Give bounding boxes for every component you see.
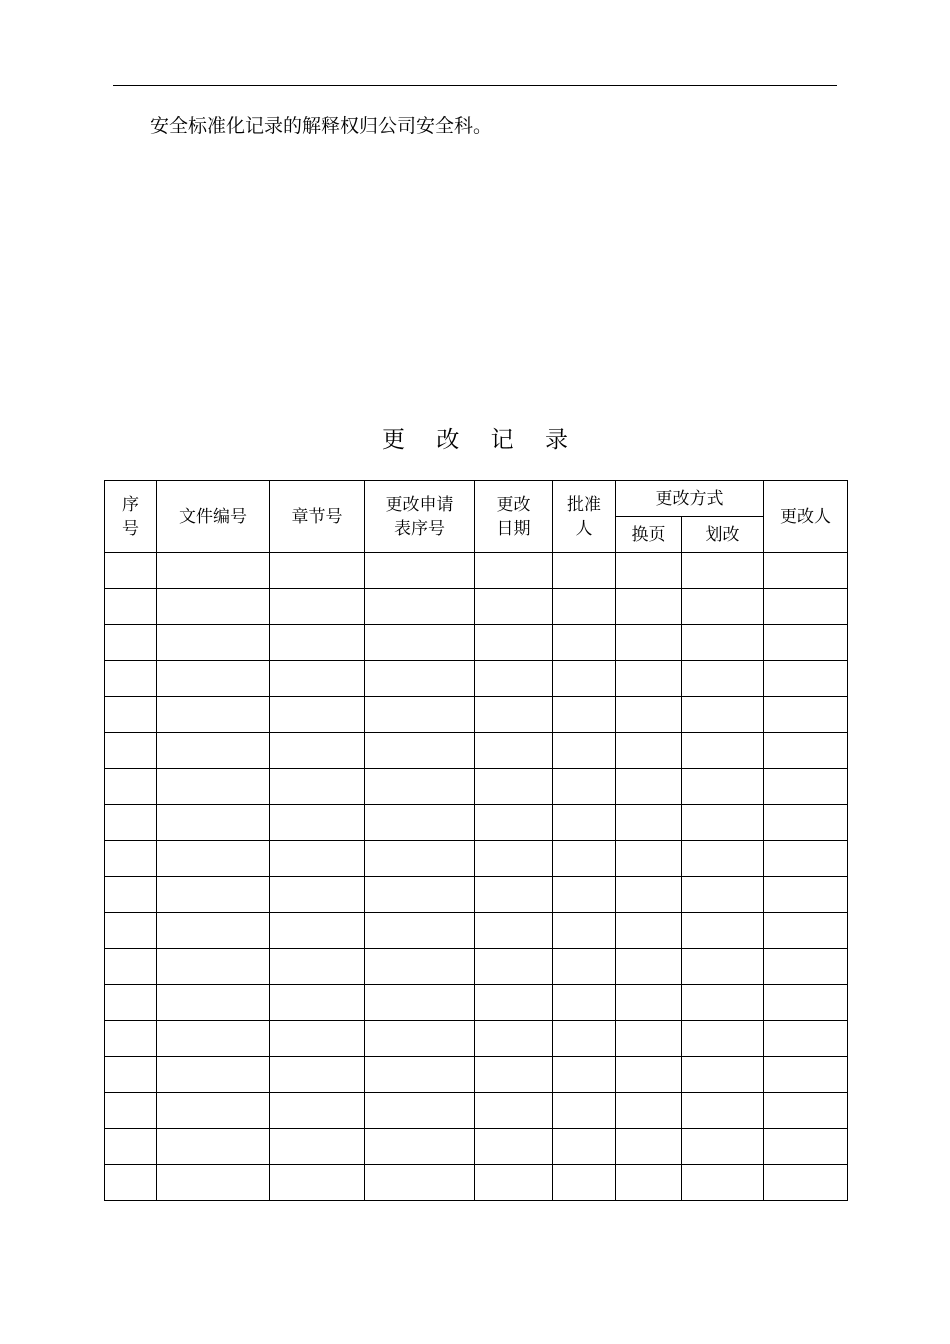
cell-section-no: [270, 805, 365, 841]
cell-approver: [553, 1093, 616, 1129]
cell-section-no: [270, 985, 365, 1021]
cell-file-no: [157, 841, 270, 877]
cell-changer: [764, 1021, 848, 1057]
cell-section-no: [270, 733, 365, 769]
cell-seq: [105, 769, 157, 805]
cell-section-no: [270, 1057, 365, 1093]
cell-approver: [553, 949, 616, 985]
cell-section-no: [270, 1129, 365, 1165]
cell-file-no: [157, 985, 270, 1021]
cell-replace: [616, 1021, 682, 1057]
cell-approver: [553, 589, 616, 625]
cell-section-no: [270, 1165, 365, 1201]
cell-seq: [105, 1057, 157, 1093]
cell-replace: [616, 1129, 682, 1165]
table-row: [105, 553, 848, 589]
cell-change-date: [475, 589, 553, 625]
cell-request-no: [365, 769, 475, 805]
header-file-no: 文件编号: [157, 481, 270, 553]
cell-file-no: [157, 1165, 270, 1201]
cell-request-no: [365, 1129, 475, 1165]
cell-section-no: [270, 661, 365, 697]
header-method: 更改方式: [616, 481, 764, 517]
header-seq-line1: 序: [122, 494, 139, 515]
cell-change-date: [475, 949, 553, 985]
cell-approver: [553, 913, 616, 949]
cell-request-no: [365, 1165, 475, 1201]
cell-change-date: [475, 1021, 553, 1057]
cell-file-no: [157, 805, 270, 841]
table-row: [105, 1165, 848, 1201]
cell-replace: [616, 877, 682, 913]
cell-changer: [764, 1057, 848, 1093]
cell-replace: [616, 697, 682, 733]
cell-seq: [105, 913, 157, 949]
header-rule: [113, 85, 837, 86]
table-row: [105, 1057, 848, 1093]
cell-edit: [682, 1165, 764, 1201]
cell-seq: [105, 589, 157, 625]
cell-request-no: [365, 661, 475, 697]
cell-seq: [105, 985, 157, 1021]
cell-section-no: [270, 1093, 365, 1129]
cell-replace: [616, 985, 682, 1021]
cell-edit: [682, 1021, 764, 1057]
cell-edit: [682, 985, 764, 1021]
cell-changer: [764, 733, 848, 769]
cell-edit: [682, 661, 764, 697]
cell-seq: [105, 841, 157, 877]
cell-change-date: [475, 1093, 553, 1129]
table-row: [105, 697, 848, 733]
header-change-date-line2: 日期: [496, 518, 531, 539]
cell-file-no: [157, 769, 270, 805]
header-change-date-line1: 更改: [496, 494, 531, 515]
header-request-no-line2: 表序号: [394, 518, 445, 539]
cell-replace: [616, 1057, 682, 1093]
cell-replace: [616, 661, 682, 697]
cell-file-no: [157, 553, 270, 589]
cell-seq: [105, 697, 157, 733]
header-seq-line2: 号: [122, 518, 139, 539]
header-approver-line1: 批准: [567, 494, 601, 515]
cell-changer: [764, 661, 848, 697]
cell-changer: [764, 841, 848, 877]
cell-file-no: [157, 625, 270, 661]
cell-changer: [764, 589, 848, 625]
cell-request-no: [365, 1021, 475, 1057]
table-row: [105, 1093, 848, 1129]
cell-edit: [682, 1129, 764, 1165]
cell-edit: [682, 1057, 764, 1093]
table-row: [105, 625, 848, 661]
cell-edit: [682, 1093, 764, 1129]
cell-changer: [764, 985, 848, 1021]
cell-file-no: [157, 949, 270, 985]
cell-seq: [105, 1165, 157, 1201]
cell-change-date: [475, 1129, 553, 1165]
cell-file-no: [157, 733, 270, 769]
cell-section-no: [270, 877, 365, 913]
cell-seq: [105, 733, 157, 769]
cell-request-no: [365, 985, 475, 1021]
cell-approver: [553, 1165, 616, 1201]
cell-edit: [682, 625, 764, 661]
cell-edit: [682, 697, 764, 733]
cell-request-no: [365, 1057, 475, 1093]
cell-change-date: [475, 877, 553, 913]
cell-change-date: [475, 1165, 553, 1201]
cell-file-no: [157, 661, 270, 697]
cell-section-no: [270, 1021, 365, 1057]
cell-approver: [553, 769, 616, 805]
header-request-no: [365, 481, 475, 553]
cell-section-no: [270, 553, 365, 589]
header-changer: 更改人: [764, 481, 848, 553]
cell-seq: [105, 949, 157, 985]
cell-request-no: [365, 589, 475, 625]
header-change-date: [475, 481, 553, 553]
cell-edit: [682, 805, 764, 841]
cell-change-date: [475, 985, 553, 1021]
table-row: [105, 1129, 848, 1165]
cell-seq: [105, 661, 157, 697]
cell-change-date: [475, 1057, 553, 1093]
table-row: [105, 985, 848, 1021]
cell-change-date: [475, 841, 553, 877]
header-request-no-line1: 更改申请: [385, 494, 454, 515]
cell-file-no: [157, 1129, 270, 1165]
cell-edit: [682, 733, 764, 769]
cell-change-date: [475, 913, 553, 949]
cell-approver: [553, 625, 616, 661]
table-row: [105, 733, 848, 769]
cell-section-no: [270, 769, 365, 805]
cell-request-no: [365, 1093, 475, 1129]
cell-change-date: [475, 805, 553, 841]
cell-request-no: [365, 553, 475, 589]
cell-file-no: [157, 589, 270, 625]
table-row: [105, 877, 848, 913]
cell-change-date: [475, 769, 553, 805]
table-row: [105, 769, 848, 805]
cell-request-no: [365, 841, 475, 877]
cell-section-no: [270, 841, 365, 877]
cell-changer: [764, 1165, 848, 1201]
cell-edit: [682, 841, 764, 877]
cell-replace: [616, 625, 682, 661]
cell-section-no: [270, 625, 365, 661]
table-row: [105, 1021, 848, 1057]
cell-changer: [764, 553, 848, 589]
cell-seq: [105, 805, 157, 841]
cell-replace: [616, 1093, 682, 1129]
cell-seq: [105, 1093, 157, 1129]
table-row: [105, 589, 848, 625]
cell-changer: [764, 913, 848, 949]
cell-approver: [553, 733, 616, 769]
cell-approver: [553, 553, 616, 589]
cell-replace: [616, 949, 682, 985]
change-record-table: [104, 480, 848, 1201]
cell-file-no: [157, 1093, 270, 1129]
header-method-replace: 换页: [616, 517, 682, 553]
cell-file-no: [157, 1021, 270, 1057]
page-title: 更 改 记 录: [382, 427, 580, 453]
cell-file-no: [157, 697, 270, 733]
header-approver-line2: 人: [575, 518, 593, 539]
cell-request-no: [365, 913, 475, 949]
header-seq: [105, 481, 157, 553]
cell-edit: [682, 553, 764, 589]
cell-changer: [764, 769, 848, 805]
cell-approver: [553, 661, 616, 697]
cell-section-no: [270, 697, 365, 733]
cell-approver: [553, 805, 616, 841]
cell-edit: [682, 949, 764, 985]
cell-replace: [616, 769, 682, 805]
cell-seq: [105, 877, 157, 913]
cell-changer: [764, 1093, 848, 1129]
cell-changer: [764, 1129, 848, 1165]
cell-approver: [553, 985, 616, 1021]
cell-edit: [682, 769, 764, 805]
cell-seq: [105, 625, 157, 661]
cell-seq: [105, 1129, 157, 1165]
cell-approver: [553, 1057, 616, 1093]
cell-approver: [553, 841, 616, 877]
cell-seq: [105, 1021, 157, 1057]
cell-request-no: [365, 877, 475, 913]
cell-approver: [553, 697, 616, 733]
cell-change-date: [475, 553, 553, 589]
cell-approver: [553, 1129, 616, 1165]
cell-change-date: [475, 733, 553, 769]
cell-change-date: [475, 661, 553, 697]
interpretation-note: 安全标准化记录的解释权归公司安全科。: [150, 115, 493, 137]
cell-change-date: [475, 697, 553, 733]
header-method-edit: 划改: [682, 517, 764, 553]
cell-replace: [616, 733, 682, 769]
cell-changer: [764, 697, 848, 733]
cell-replace: [616, 553, 682, 589]
cell-file-no: [157, 877, 270, 913]
cell-edit: [682, 913, 764, 949]
cell-approver: [553, 1021, 616, 1057]
cell-changer: [764, 625, 848, 661]
cell-request-no: [365, 733, 475, 769]
cell-section-no: [270, 589, 365, 625]
cell-replace: [616, 805, 682, 841]
cell-request-no: [365, 805, 475, 841]
cell-section-no: [270, 949, 365, 985]
cell-file-no: [157, 1057, 270, 1093]
record-body: [105, 553, 848, 1201]
cell-seq: [105, 553, 157, 589]
table-row: [105, 913, 848, 949]
cell-edit: [682, 877, 764, 913]
header-section-no: 章节号: [270, 481, 365, 553]
cell-replace: [616, 589, 682, 625]
table-row: [105, 661, 848, 697]
cell-replace: [616, 841, 682, 877]
table-row: [105, 949, 848, 985]
cell-request-no: [365, 949, 475, 985]
cell-replace: [616, 1165, 682, 1201]
header-approver: [553, 481, 616, 553]
cell-request-no: [365, 625, 475, 661]
cell-change-date: [475, 625, 553, 661]
cell-changer: [764, 949, 848, 985]
cell-edit: [682, 589, 764, 625]
cell-approver: [553, 877, 616, 913]
cell-section-no: [270, 913, 365, 949]
table-row: [105, 841, 848, 877]
cell-replace: [616, 913, 682, 949]
cell-changer: [764, 805, 848, 841]
table-row: [105, 805, 848, 841]
cell-file-no: [157, 913, 270, 949]
cell-changer: [764, 877, 848, 913]
cell-request-no: [365, 697, 475, 733]
